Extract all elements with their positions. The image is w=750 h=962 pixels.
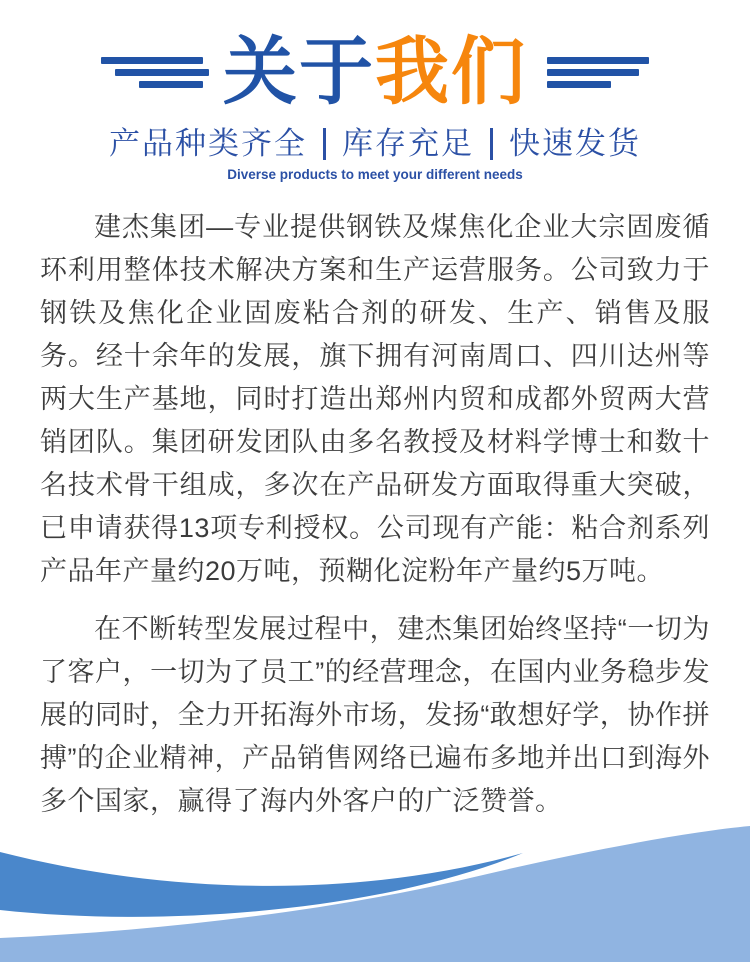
subtitle-features	[0, 124, 750, 164]
page-title-part-blue: 关于	[223, 30, 375, 113]
deco-bar	[139, 81, 203, 88]
wave-dark	[0, 852, 523, 917]
page-title-part-orange: 我们	[375, 30, 527, 113]
deco-bar	[101, 57, 203, 64]
deco-bar	[115, 69, 209, 76]
title-row	[0, 28, 750, 116]
page-title	[223, 29, 527, 115]
about-text	[0, 206, 750, 823]
wave-light	[0, 826, 750, 962]
deco-bar	[547, 57, 649, 64]
subtitle-feature-1: 产品种类齐全	[109, 126, 307, 161]
deco-bar	[547, 81, 611, 88]
about-paragraph-1: 建杰集团—专业提供钢铁及煤焦化企业大宗固废循环利用整体技术解决方案和生产运营服务。公司致力于钢铁及焦化企业固废粘合剂的研发、生产、销售及服务。经十余年的发展，旗下拥有河南周口、四川达州等两大生产基地，同时打造出郑州内贸和成都外贸两大营销团队。集团研发团队由多名教授及材料学博士和数十名技术骨干组成，多次在产品研发方面取得重大突破，已申请获得13项专利授权。公司现有产能：粘合剂系列产品年产量约20万吨，预糊化淀粉年产量约5万吨。	[40, 212, 710, 586]
subtitle-divider	[323, 128, 326, 160]
subtitle-divider	[490, 128, 493, 160]
subtitle-feature-2: 库存充足	[342, 126, 474, 161]
page-header	[0, 0, 750, 184]
about-paragraph-2: 在不断转型发展过程中，建杰集团始终坚持“一切为了客户，一切为了员工”的经营理念，在国内业务稳步发展的同时，全力开拓海外市场，发扬“敢想好学，协作拼搏”的企业精神，产品销售网络已遍布多地并出口到海外多个国家，赢得了海内外客户的广泛赞誉。	[40, 614, 710, 816]
title-deco-lines-left-icon	[101, 57, 203, 88]
footer-wave-decoration	[0, 812, 750, 962]
wave-svg	[0, 812, 750, 962]
title-deco-lines-right-icon	[547, 57, 649, 88]
subtitle-feature-3: 快速发货	[509, 126, 641, 161]
deco-bar	[547, 69, 639, 76]
subtitle-english: Diverse products to meet your different needs	[227, 167, 523, 182]
